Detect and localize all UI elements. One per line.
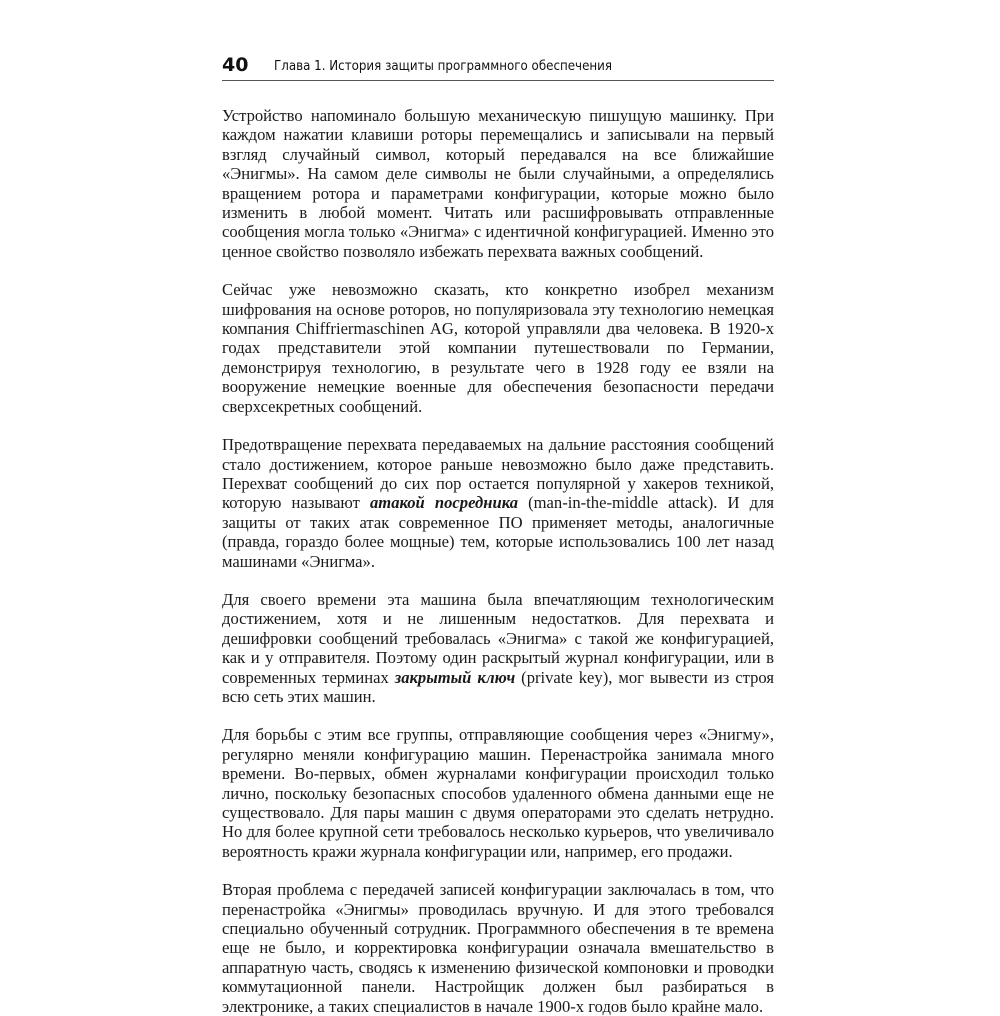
body-text [222, 106, 774, 1016]
paragraph-3-text-after: (man-in-the-middle attack). И для защиты от таких атак современное ПО применяет методы, аналогичные (правда, гораздо более мощные) тем, которые использовались 100 лет назад машинами «Энигма». [222, 493, 775, 571]
paragraph-1: Устройство напоминало большую механическую пишущую машинку. При каждом нажатии клавиши роторы перемещались и записывали на первый взгляд случайный символ, который передавался на все ближайшие «Энигмы». На самом деле символы не были случайными, а определялись вращением ротора и параметрами конфигурации, которые можно было изменить в любой момент. Читать или расшифровывать отправленные сообщения могла только «Энигма» с идентичной конфигурацией. Именно это ценное свойство позволяло избежать перехвата важных сообщений. [222, 106, 774, 261]
running-header [222, 54, 774, 81]
paragraph-4-text-before: Для своего времени эта машина была впечатляющим технологическим достижением, хотя и не лишенным недостатков. Для перехвата и дешифровки сообщений требовалась «Энигма» с такой же конфигурацией, как и у отправителя. Поэтому один раскрытый журнал конфигурации, или в современных терминах [222, 589, 774, 687]
paragraph-6: Вторая проблема с передачей записей конфигурации заключалась в том, что перенастройка «Энигмы» проводилась вручную. И для этого требовался специально обученный сотрудник. Программного обеспечения в те времена еще не было, и корректировка конфигурации означала вмешательство в аппаратную часть, сводясь к изменению физической компоновки и проводки коммутационной панели. Настройщик должен был разбираться в электронике, а таких специалистов в начале 1900-х годов было крайне мало. [222, 880, 774, 1016]
page-number: 40 [222, 54, 249, 76]
paragraph-4 [222, 590, 774, 706]
paragraph-5: Для борьбы с этим все группы, отправляющие сообщения через «Энигму», регулярно меняли конфигурацию машин. Перенастройка занимала много времени. Во-первых, обмен журналами конфигурации происходил только лично, поскольку безопасных способов удаленного обмена данными еще не существовало. Для пары машин с двумя операторами это сделать нетрудно. Но для более крупной сети требовалось несколько курьеров, что увеличивало вероятность кражи журнала конфигурации или, например, его продажи. [222, 725, 774, 861]
paragraph-3 [222, 435, 774, 571]
paragraph-3-text-before: Предотвращение перехвата передаваемых на дальние расстояния сообщений стало достижением, которое раньше невозможно было даже представить. Перехват сообщений до сих пор остается популярной у хакеров техникой, которую называют [222, 435, 774, 513]
term-private-key: закрытый ключ [394, 667, 516, 687]
paragraph-2: Сейчас уже невозможно сказать, кто конкретно изобрел механизм шифрования на основе роторов, но популяризовала эту технологию немецкая компания Chiffriermaschinen AG, которой управляли два человека. В 1920-х годах представители этой компании путешествовали по Германии, демонстрируя технологию, в результате чего в 1928 году ее взяли на вооружение немецкие военные для обеспечения безопасности передачи сверхсекретных сообщений. [222, 280, 774, 416]
term-mitm: атакой посредника [369, 493, 519, 513]
paragraph-4-text-after: (private key), мог вывести из строя всю сеть этих машин. [222, 667, 774, 706]
chapter-title: Глава 1. История защиты программного обеспечения [274, 58, 613, 74]
